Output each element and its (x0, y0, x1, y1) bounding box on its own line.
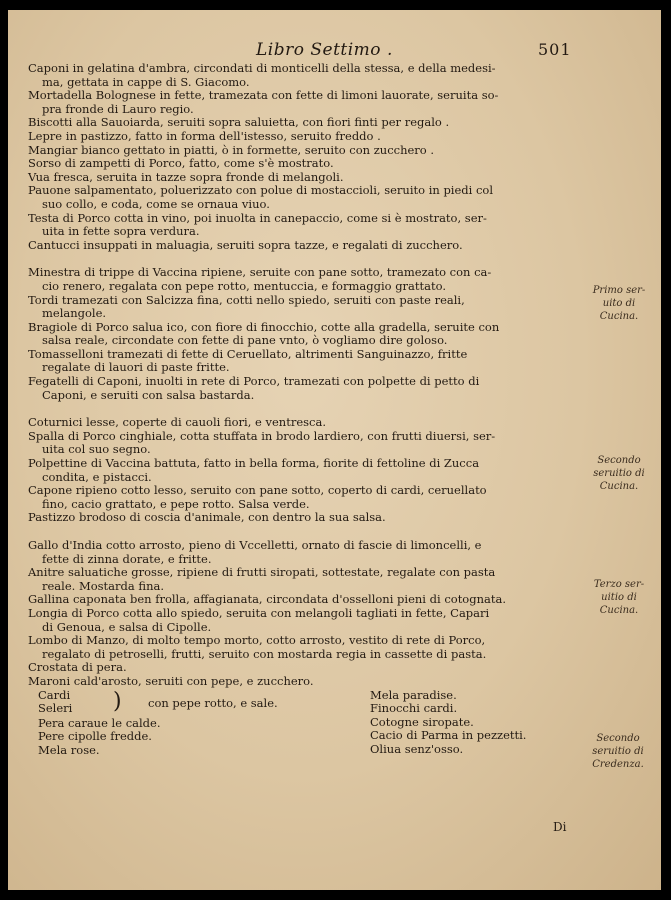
book-page (8, 10, 661, 890)
menu-line: Lombo di Manzo, di molto tempo morto, cotto arrosto, vestito di rete di Porco, (28, 633, 486, 648)
menu-line: Caponi in gelatina d'ambra, circondati di monticelli della stessa, e della medesi- (28, 61, 496, 75)
primo-servito-section (28, 266, 588, 402)
menu-line: reale. Mostarda fina. (42, 578, 164, 593)
menu-line: regalato di petroselli, frutti, seruito con mostarda regia in cassette di pasta. (42, 646, 487, 661)
menu-line: Longia di Porco cotta allo spiedo, seruita con melangoli tagliati in fette, Capari (28, 605, 490, 620)
brace-text: con pepe rotto, e sale. (148, 695, 278, 710)
margin-note-terzo: Terzo ser-uitio di Cucina. (593, 579, 645, 616)
credenza-section (28, 661, 588, 770)
credenza-left-column (38, 689, 338, 758)
running-title: Libro Settimo . (256, 40, 393, 60)
menu-line: Testa di Porco cotta in vino, poi inuolta in canepaccio, come si è mostrato, ser- (28, 210, 487, 225)
menu-line: uita in fette sopra verdura. (42, 224, 200, 239)
menu-body (28, 62, 588, 771)
menu-line: uita col suo segno. (42, 442, 151, 457)
menu-line: Cacio di Parma in pezzetti. (370, 728, 527, 743)
menu-line: Capone ripieno cotto lesso, seruito con pane sotto, coperto di cardi, ceruellato (28, 483, 487, 498)
menu-line: Tordi tramezati con Salcizza fina, cotti nello spiedo, seruiti con paste reali, (28, 292, 465, 307)
menu-line: cio renero, regalata con pepe rotto, mentuccia, e formaggio grattato. (42, 278, 447, 293)
menu-line: Mela rose. (38, 742, 100, 757)
menu-line: regalate di lauori di paste fritte. (42, 360, 230, 375)
menu-line: Pera caraue le calde. (38, 715, 161, 730)
menu-line: Tomasselloni tramezati di fette di Ceruellato, altrimenti Sanguinazzo, fritte (28, 346, 468, 361)
menu-line: Pauone salpamentato, poluerizzato con polue di mostaccioli, seruito in piedi col (28, 183, 494, 198)
terzo-servito-section (28, 539, 588, 661)
brace-item: Cardi (38, 687, 71, 702)
margin-note-secondo: Secondo seruitio di Cucina. (593, 455, 645, 492)
brace-icon: ) (113, 688, 122, 714)
menu-line: Bragiole di Porco salua ico, con fiore di finocchio, cotte alla gradella, seruite con (28, 319, 500, 334)
menu-line: Polpettine di Vaccina battuta, fatto in bella forma, fiorite di fettoline di Zucca (28, 456, 480, 471)
menu-line: Cantucci insuppati in maluagia, seruiti sopra tazze, e regalati di zucchero. (28, 237, 463, 252)
menu-line: Fegatelli di Caponi, inuolti in rete di Porco, tramezati con polpette di petto di (28, 374, 480, 389)
menu-line: Spalla di Porco cinghiale, cotta stuffata in brodo lardiero, con frutti diuersi, ser- (28, 428, 496, 443)
menu-line: salsa reale, circondate con fette di pane vnto, ò vogliamo dire goloso. (42, 333, 448, 348)
menu-line: Sorso di zampetti di Porco, fatto, come s'è mostrato. (28, 156, 334, 171)
menu-line: Anitre saluatiche grosse, ripiene di frutti siropati, sottestate, regalate con pasta (28, 565, 496, 580)
menu-line: di Genoua, e salsa di Cipolle. (42, 619, 212, 634)
menu-line: fino, cacio grattato, e pepe rotto. Salsa verde. (42, 496, 310, 511)
menu-line: Coturnici lesse, coperte di cauoli fiori, e ventresca. (28, 415, 326, 430)
menu-line: Finocchi cardi. (370, 701, 458, 716)
menu-line: Biscotti alla Sauoiarda, seruiti sopra saluietta, con fiori finti per regalo . (28, 115, 450, 130)
brace-item: Seleri (38, 701, 73, 716)
menu-line: melangole. (42, 306, 107, 321)
menu-line: Mortadella Bolognese in fette, tramezata con fette di limoni lauorate, seruita so- (28, 88, 499, 103)
menu-line: condita, e pistacci. (42, 469, 152, 484)
menu-line: ma, gettata in cappe di S. Giacomo. (42, 74, 250, 89)
credenza-two-column (28, 689, 588, 771)
menu-line: Oliua senz'osso. (370, 741, 464, 756)
menu-line: Pere cipolle fredde. (38, 729, 152, 744)
menu-line: Pastizzo brodoso di coscia d'animale, con dentro la sua salsa. (28, 510, 386, 525)
menu-line: Mela paradise. (370, 687, 457, 702)
menu-line: Vua fresca, seruita in tazze sopra fronde di melangoli. (28, 169, 344, 184)
margin-note-primo: Primo ser-uito di Cucina. (592, 285, 646, 322)
menu-line: suo collo, e coda, come se ornaua viuo. (42, 196, 270, 211)
page-number: 501 (538, 40, 572, 59)
menu-line: Maroni cald'arosto, seruiti con pepe, e zucchero. (28, 673, 314, 688)
menu-line: Gallina caponata ben frolla, affagianata, circondata d'osselloni pieni di cotognata. (28, 592, 506, 607)
menu-line: Minestra di trippe di Vaccina ripiene, seruite con pane sotto, tramezato con ca- (28, 265, 492, 280)
menu-line: Cotogne siropate. (370, 714, 474, 729)
menu-line: Lepre in pastizzo, fatto in forma dell'istesso, seruito freddo . (28, 128, 381, 143)
first-course-section (28, 62, 588, 252)
catchword: Di (553, 820, 567, 834)
margin-note-credenza: Secondo seruitio di Credenza. (592, 733, 644, 770)
menu-line: Crostata di pera. (28, 660, 127, 675)
credenza-right-column (370, 689, 590, 757)
menu-line: pra fronde di Lauro regio. (42, 101, 194, 116)
menu-line: Mangiar bianco gettato in piatti, ò in formette, seruito con zucchero . (28, 142, 435, 157)
menu-line: Caponi, e seruiti con salsa bastarda. (42, 387, 255, 402)
menu-line: Gallo d'India cotto arrosto, pieno di Vccelletti, ornato di fascie di limoncelli, e (28, 538, 482, 552)
secondo-servito-section (28, 416, 588, 525)
menu-line: fette di zinna dorate, e fritte. (42, 551, 212, 566)
brace-group (38, 689, 338, 717)
